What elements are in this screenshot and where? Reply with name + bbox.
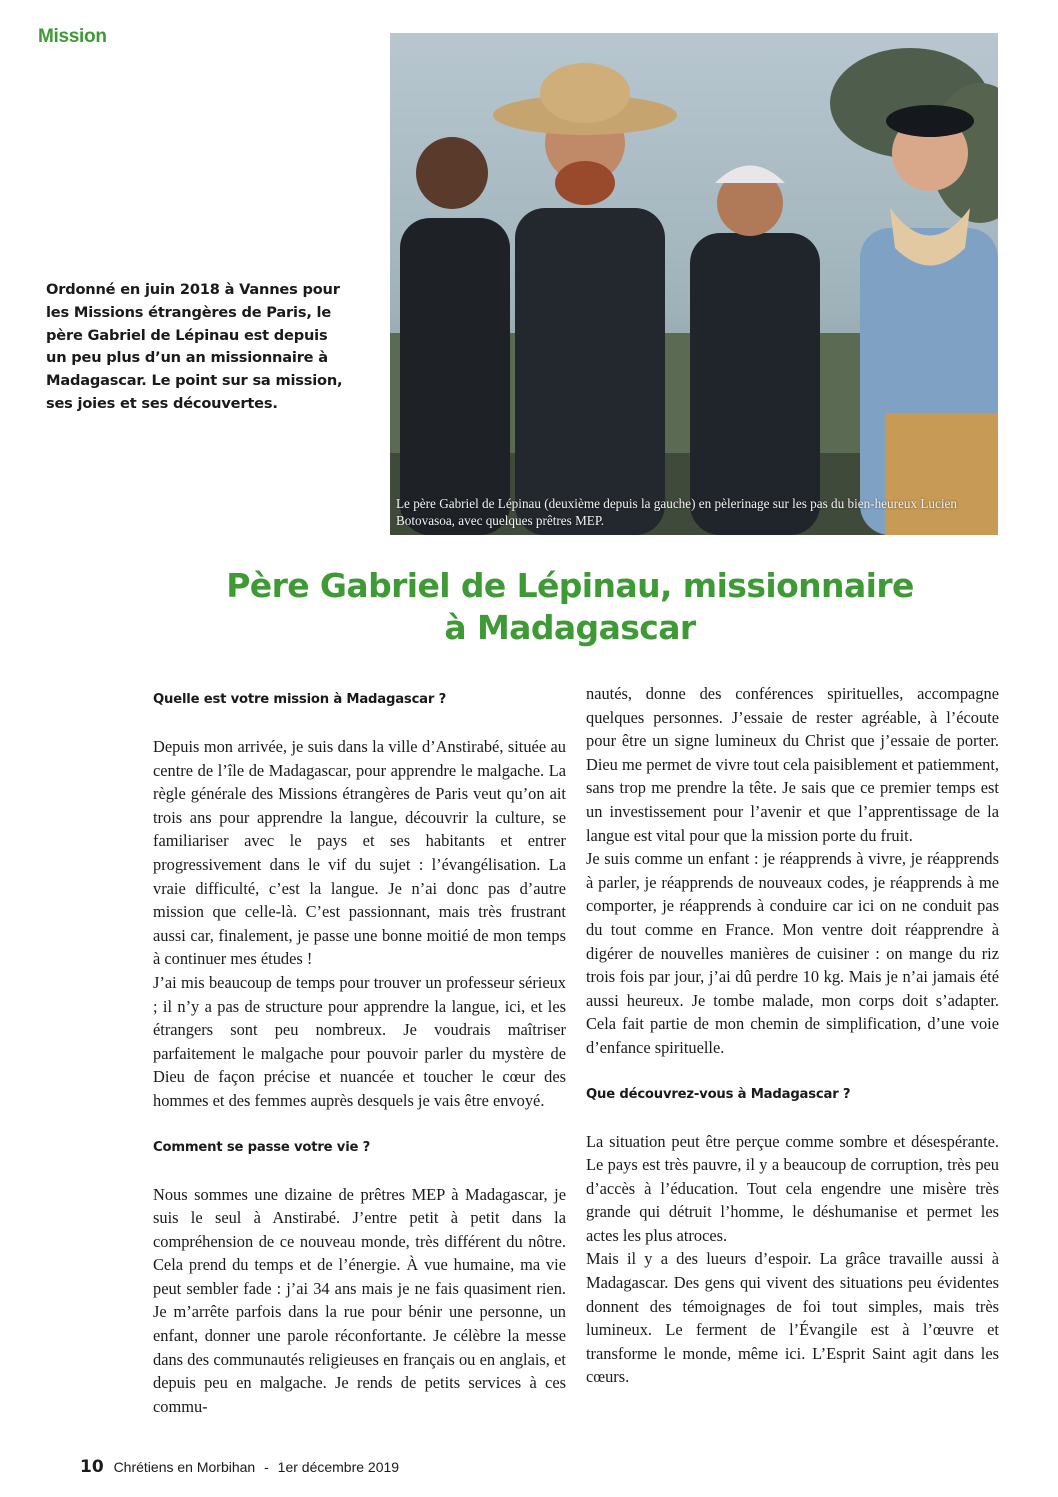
paragraph: Nous sommes une dizaine de prêtres MEP à Madagascar, je suis le seul à Anstirabé. J’entre petit à petit dans la compréhension de ce nouveau monde, très différent du nôtre. Cela prend du temps et de l’énergie. À vue humaine, ma vie peut sembler fade : j’ai 34 ans mais je ne fais quasiment rien. Je m’arrête parfois dans la rue pour bénir une personne, un enfant, donner une parole réconfortante. Je célèbre la messe dans des communautés religieuses en français ou en anglais, et depuis peu en malgache. Je rends de petits services à ces commu-: [153, 1184, 566, 1416]
title-line-1: Père Gabriel de Lépinau, missionnaire: [226, 566, 914, 605]
photo-illustration: [390, 33, 998, 535]
paragraph: nautés, donne des conférences spirituelles, accompagne quelques personnes. J’essaie de rester agréable, à l’écoute pour être un signe lumineux du Christ que j’essaie de porter. Dieu me permet de vivre tout cela paisiblement et patiemment, sans trop me prendre la tête. Je sais que ce premier temps est un investissement pour l’avenir et que l’apprentissage de la langue est vital pour que la mission porte du fruit.: [586, 684, 999, 845]
article-photo: [390, 33, 998, 535]
question-heading: Comment se passe votre vie ?: [153, 1139, 371, 1155]
question-heading: Que découvrez-vous à Madagascar ?: [586, 1086, 851, 1102]
question-heading: Quelle est votre mission à Madagascar ?: [153, 692, 447, 707]
right-column: [586, 682, 999, 1389]
photo-caption: Le père Gabriel de Lépinau (deuxième depuis la gauche) en pèlerinage sur les pas du bien-heureux Lucien Botovasoa, avec quelques prêtres MEP.: [396, 496, 957, 528]
article-title: [120, 565, 1020, 649]
section-label: Mission: [38, 26, 107, 47]
paragraph: La situation peut être perçue comme sombre et désespérante. Le pays est très pauvre, il y a beaucoup de corruption, très peu d’accès à l’éducation. Tout cela engendre une misère très grande qui détruit l’homme, le déshumanise et permet les actes les plus atroces.: [586, 1131, 999, 1245]
paragraph: Mais il y a des lueurs d’espoir. La grâce travaille aussi à Madagascar. Des gens qui vivent des situations peu évidentes donnent des témoignages de foi tout simples, mais très lumineux. Le ferment de l’Évangile est à l’œuvre et transforme le monde, même ici. L’Esprit Saint agit dans les cœurs.: [586, 1249, 999, 1387]
title-line-2: à Madagascar: [444, 608, 696, 647]
article-intro: Ordonné en juin 2018 à Vannes pour les Missions étrangères de Paris, le père Gabriel de Lépinau est depuis un peu plus d’un an missionnaire à Madagascar. Le point sur sa mission, ses joies et ses découvertes.: [46, 281, 343, 412]
publication-name: Chrétiens en Morbihan: [113, 1459, 256, 1475]
left-column: [153, 688, 566, 1418]
paragraph: Je suis comme un enfant : je réapprends à vivre, je réapprends à parler, je réapprends de nouveaux codes, je réapprends à me comporter, je réapprends à conduire car ici on ne conduit pas du tout comme en France. Mon ventre doit réapprendre à digérer de nouvelles manières de cuisiner : on mange du riz trois fois par jour, j’ai dû perdre 10 kg. Mais je n’ai jamais été aussi heureux. Je tombe malade, mon corps doit s’adapter. Cela fait partie de mon chemin de simplification, d’une voie d’enfance spirituelle.: [586, 849, 999, 1057]
page-footer: [80, 1457, 399, 1477]
page-number: 10: [80, 1457, 104, 1477]
issue-date: 1er décembre 2019: [277, 1459, 400, 1475]
footer-separator: -: [264, 1459, 269, 1475]
paragraph: J’ai mis beaucoup de temps pour trouver un professeur sérieux ; il n’y a pas de structure pour apprendre la langue, ici, et les étrangers sont peu nombreux. Je voudrais maîtriser parfaitement le malgache pour pouvoir parler du mystère de Dieu de façon précise et nuancée et toucher le cœur des hommes et des femmes auprès desquels je vais être envoyé.: [153, 972, 566, 1110]
paragraph: Depuis mon arrivée, je suis dans la ville d’Anstirabé, située au centre de l’île de Madagascar, pour apprendre le malgache. La règle générale des Missions étrangères de Paris veut qu’on ait trois ans pour apprendre la langue, découvrir la culture, se familiariser avec le pays et ses habitants et entrer progressivement dans le vif du sujet : l’évangélisation. La vraie difficulté, c’est la langue. Je n’ai donc pas d’autre mission que celle-là. C’est passionnant, mais très frustrant aussi car, finalement, je passe une bonne moitié de mon temps à continuer mes études !: [153, 737, 566, 969]
